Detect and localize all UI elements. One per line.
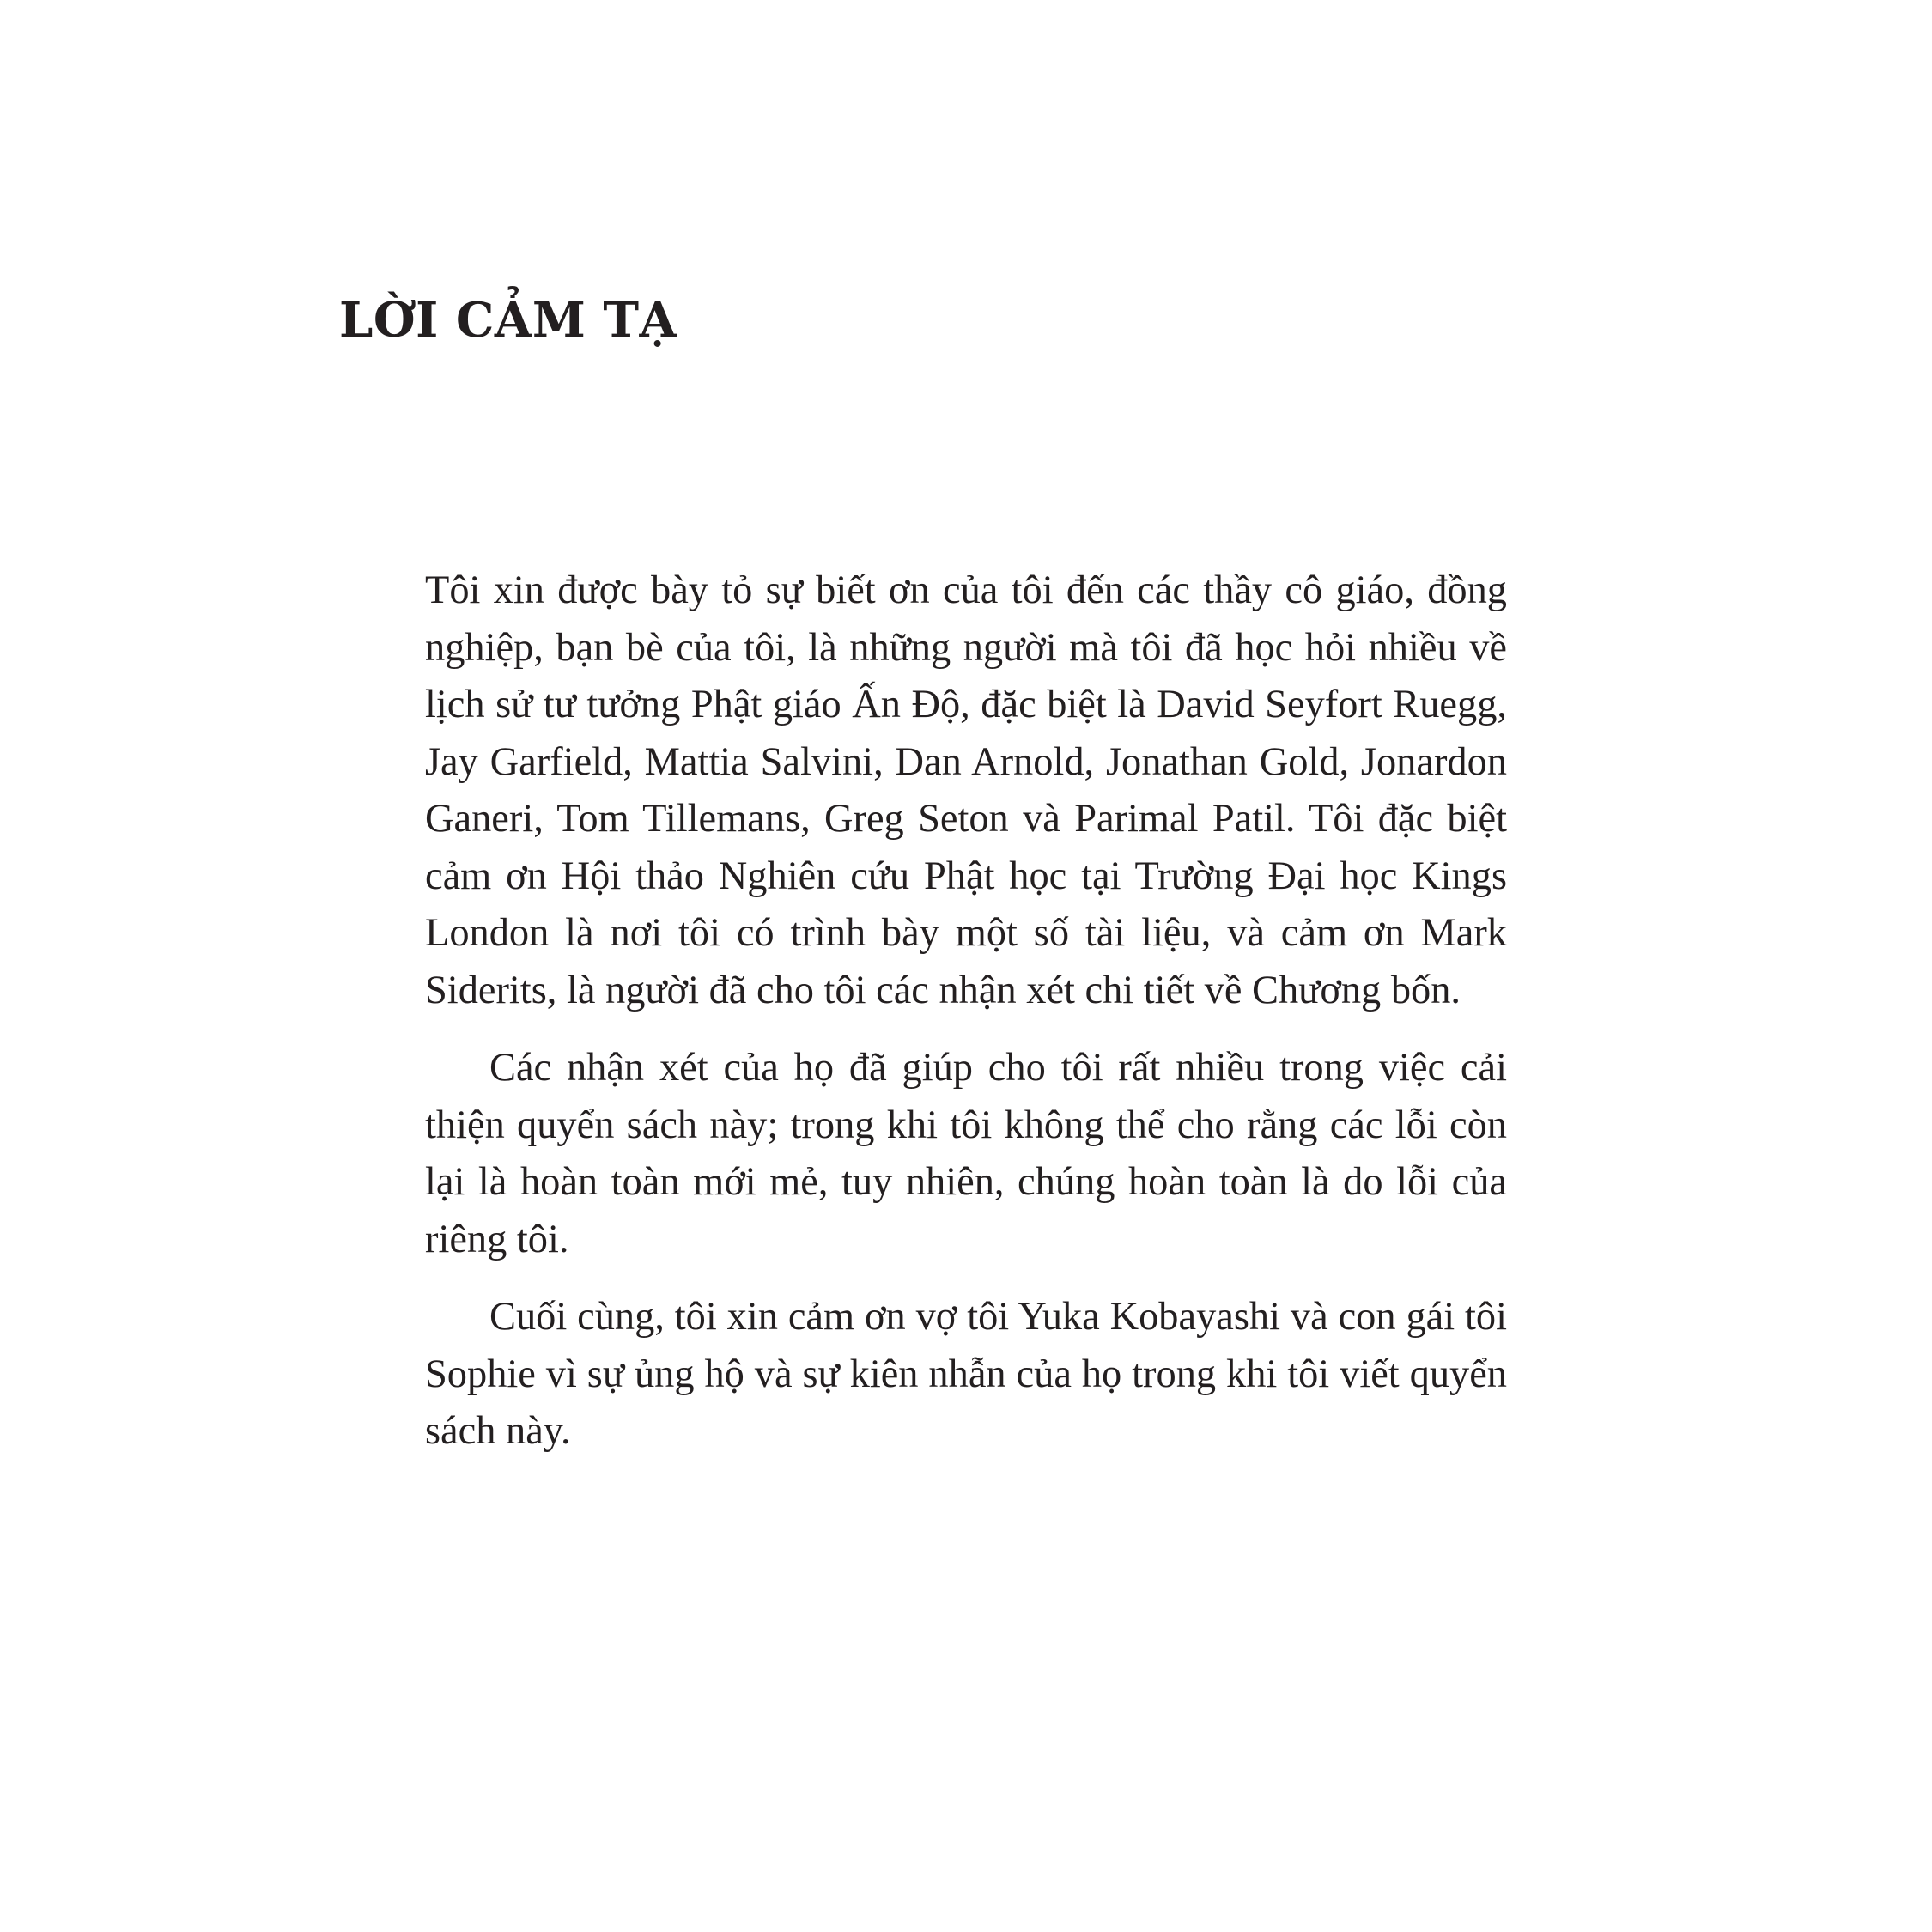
acknowledgements-body <box>425 562 1507 1461</box>
paragraph-1: Tôi xin được bày tỏ sự biết ơn của tôi đến các thầy cô giáo, đồng nghiệp, bạn bè của tôi, là những người mà tôi đã học hỏi nhiều về lịch sử tư tưởng Phật giáo Ấn Độ, đặc biệt là David Seyfort Ruegg, Jay Garfield, Mattia Salvini, Dan Arnold, Jonathan Gold, Jonardon Ganeri, Tom Tillemans, Greg Seton và Parimal Patil. Tôi đặc biệt cảm ơn Hội thảo Nghiên cứu Phật học tại Trường Đại học Kings London là nơi tôi có trình bày một số tài liệu, và cảm ơn Mark Siderits, là người đã cho tôi các nhận xét chi tiết về Chương bốn. <box>425 568 1507 1012</box>
page-title: LỜI CẢM TẠ <box>339 292 677 349</box>
paragraph-3: Cuối cùng, tôi xin cảm ơn vợ tôi Yuka Kobayashi và con gái tôi Sophie vì sự ủng hộ và sự kiên nhẫn của họ trong khi tôi viết quyển sách này. <box>425 1295 1507 1453</box>
paragraph-2: Các nhận xét của họ đã giúp cho tôi rất nhiều trong việc cải thiện quyển sách này; trong khi tôi không thể cho rằng các lỗi còn lại là hoàn toàn mới mẻ, tuy nhiên, chúng hoàn toàn là do lỗi của riêng tôi. <box>425 1046 1507 1261</box>
